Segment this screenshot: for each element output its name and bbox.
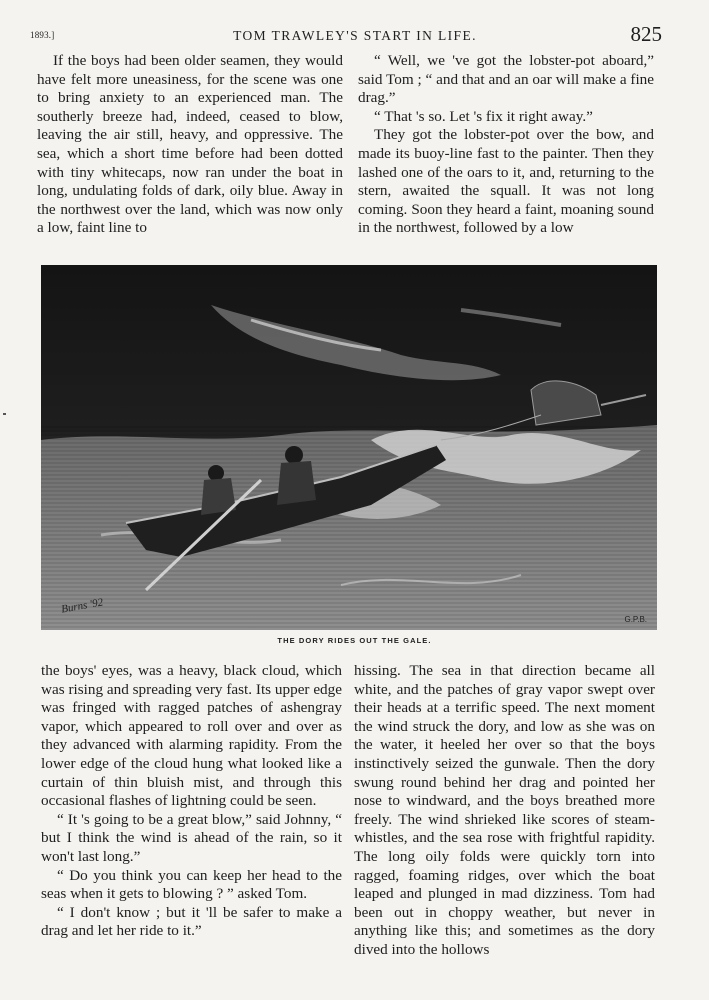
running-head (30, 22, 680, 46)
text-column-top-left (37, 52, 343, 238)
artist-signature: Burns '92 (60, 596, 105, 616)
running-head-title: TOM TRAWLEY'S START IN LIFE. (233, 28, 477, 43)
paragraph-continued: the boys' eyes, was a heavy, black cloud, which was rising and spreading very fast. Its upper edge was fringed with ragged patches of ashengray vapor, which appeared to roll over and over as they advanced with alarming rapidity. From the lower edge of the cloud hung what looked like a curtain of thin bluish mist, and through this occasional flashes of lightning could be seen. (41, 662, 342, 810)
illustration-dory-in-gale (41, 265, 657, 630)
paragraph: They got the lobster-pot over the bow, and made its buoy-line fast to the painter. Then they lashed one of the oars to it, and, returning to the stern, awaited the squall. It was not long coming. Soon they heard a faint, moaning sound in the northwest, followed by a low (358, 126, 654, 237)
paragraph: “ I don't know ; but it 'll be safer to make a drag and let her ride to it.” (41, 903, 342, 940)
text-column-bottom-left (41, 662, 342, 941)
paragraph: “ Do you think you can keep her head to the seas when it gets to blowing ? ” asked Tom. (41, 866, 342, 903)
text-column-top-right (358, 52, 654, 238)
engraving-image (41, 265, 657, 630)
running-head-year: 1893.] (30, 30, 55, 40)
paragraph: “ It 's going to be a great blow,” said Johnny, “ but I think the wind is ahead of the rain, so it won't last long.” (41, 810, 342, 865)
text-column-bottom-right (354, 662, 655, 960)
engraver-mark: G.P.B. (624, 615, 647, 624)
paragraph: “ That 's so. Let 's fix it right away.” (374, 107, 593, 125)
paragraph: If the boys had been older seamen, they would have felt more uneasiness, for the scene was one to bring anxiety to an experienced man. The southerly breeze had, indeed, ceased to blow, leaving the air still, heavy, and oppressive. The sea, which a short time before had been dotted with tiny whitecaps, now ran under the boat in long, undulating folds of dark, oily blue. Away in the northwest over the land, which was now only a low, faint line to (37, 52, 343, 237)
margin-mark (3, 413, 6, 415)
page-number: 825 (630, 22, 662, 46)
illustration-caption: THE DORY RIDES OUT THE GALE. (277, 636, 432, 645)
paragraph-continued: hissing. The sea in that direction became all white, and the patches of gray vapor swept over their heads at a terrific speed. The next moment the wind struck the dory, and low as she was on the water, it heeled her over so that the boys instinctively seized the gunwale. Then the dory swung round behind her drag and pointed her nose to windward, and the boys breathed more freely. The wind shrieked like scores of steam-whistles, and the sea rose with frightful rapidity. The long oily folds were quickly torn into ragged, foaming ridges, over which the boat leaped and plunged in mad dizziness. Tom had been out in choppy weather, but never in anything like this; and sometimes as the dory dived into the hollows (354, 662, 655, 958)
paragraph: “ Well, we 've got the lobster-pot aboard,” said Tom ; “ and that and an oar will make a fine drag.” (358, 52, 654, 107)
